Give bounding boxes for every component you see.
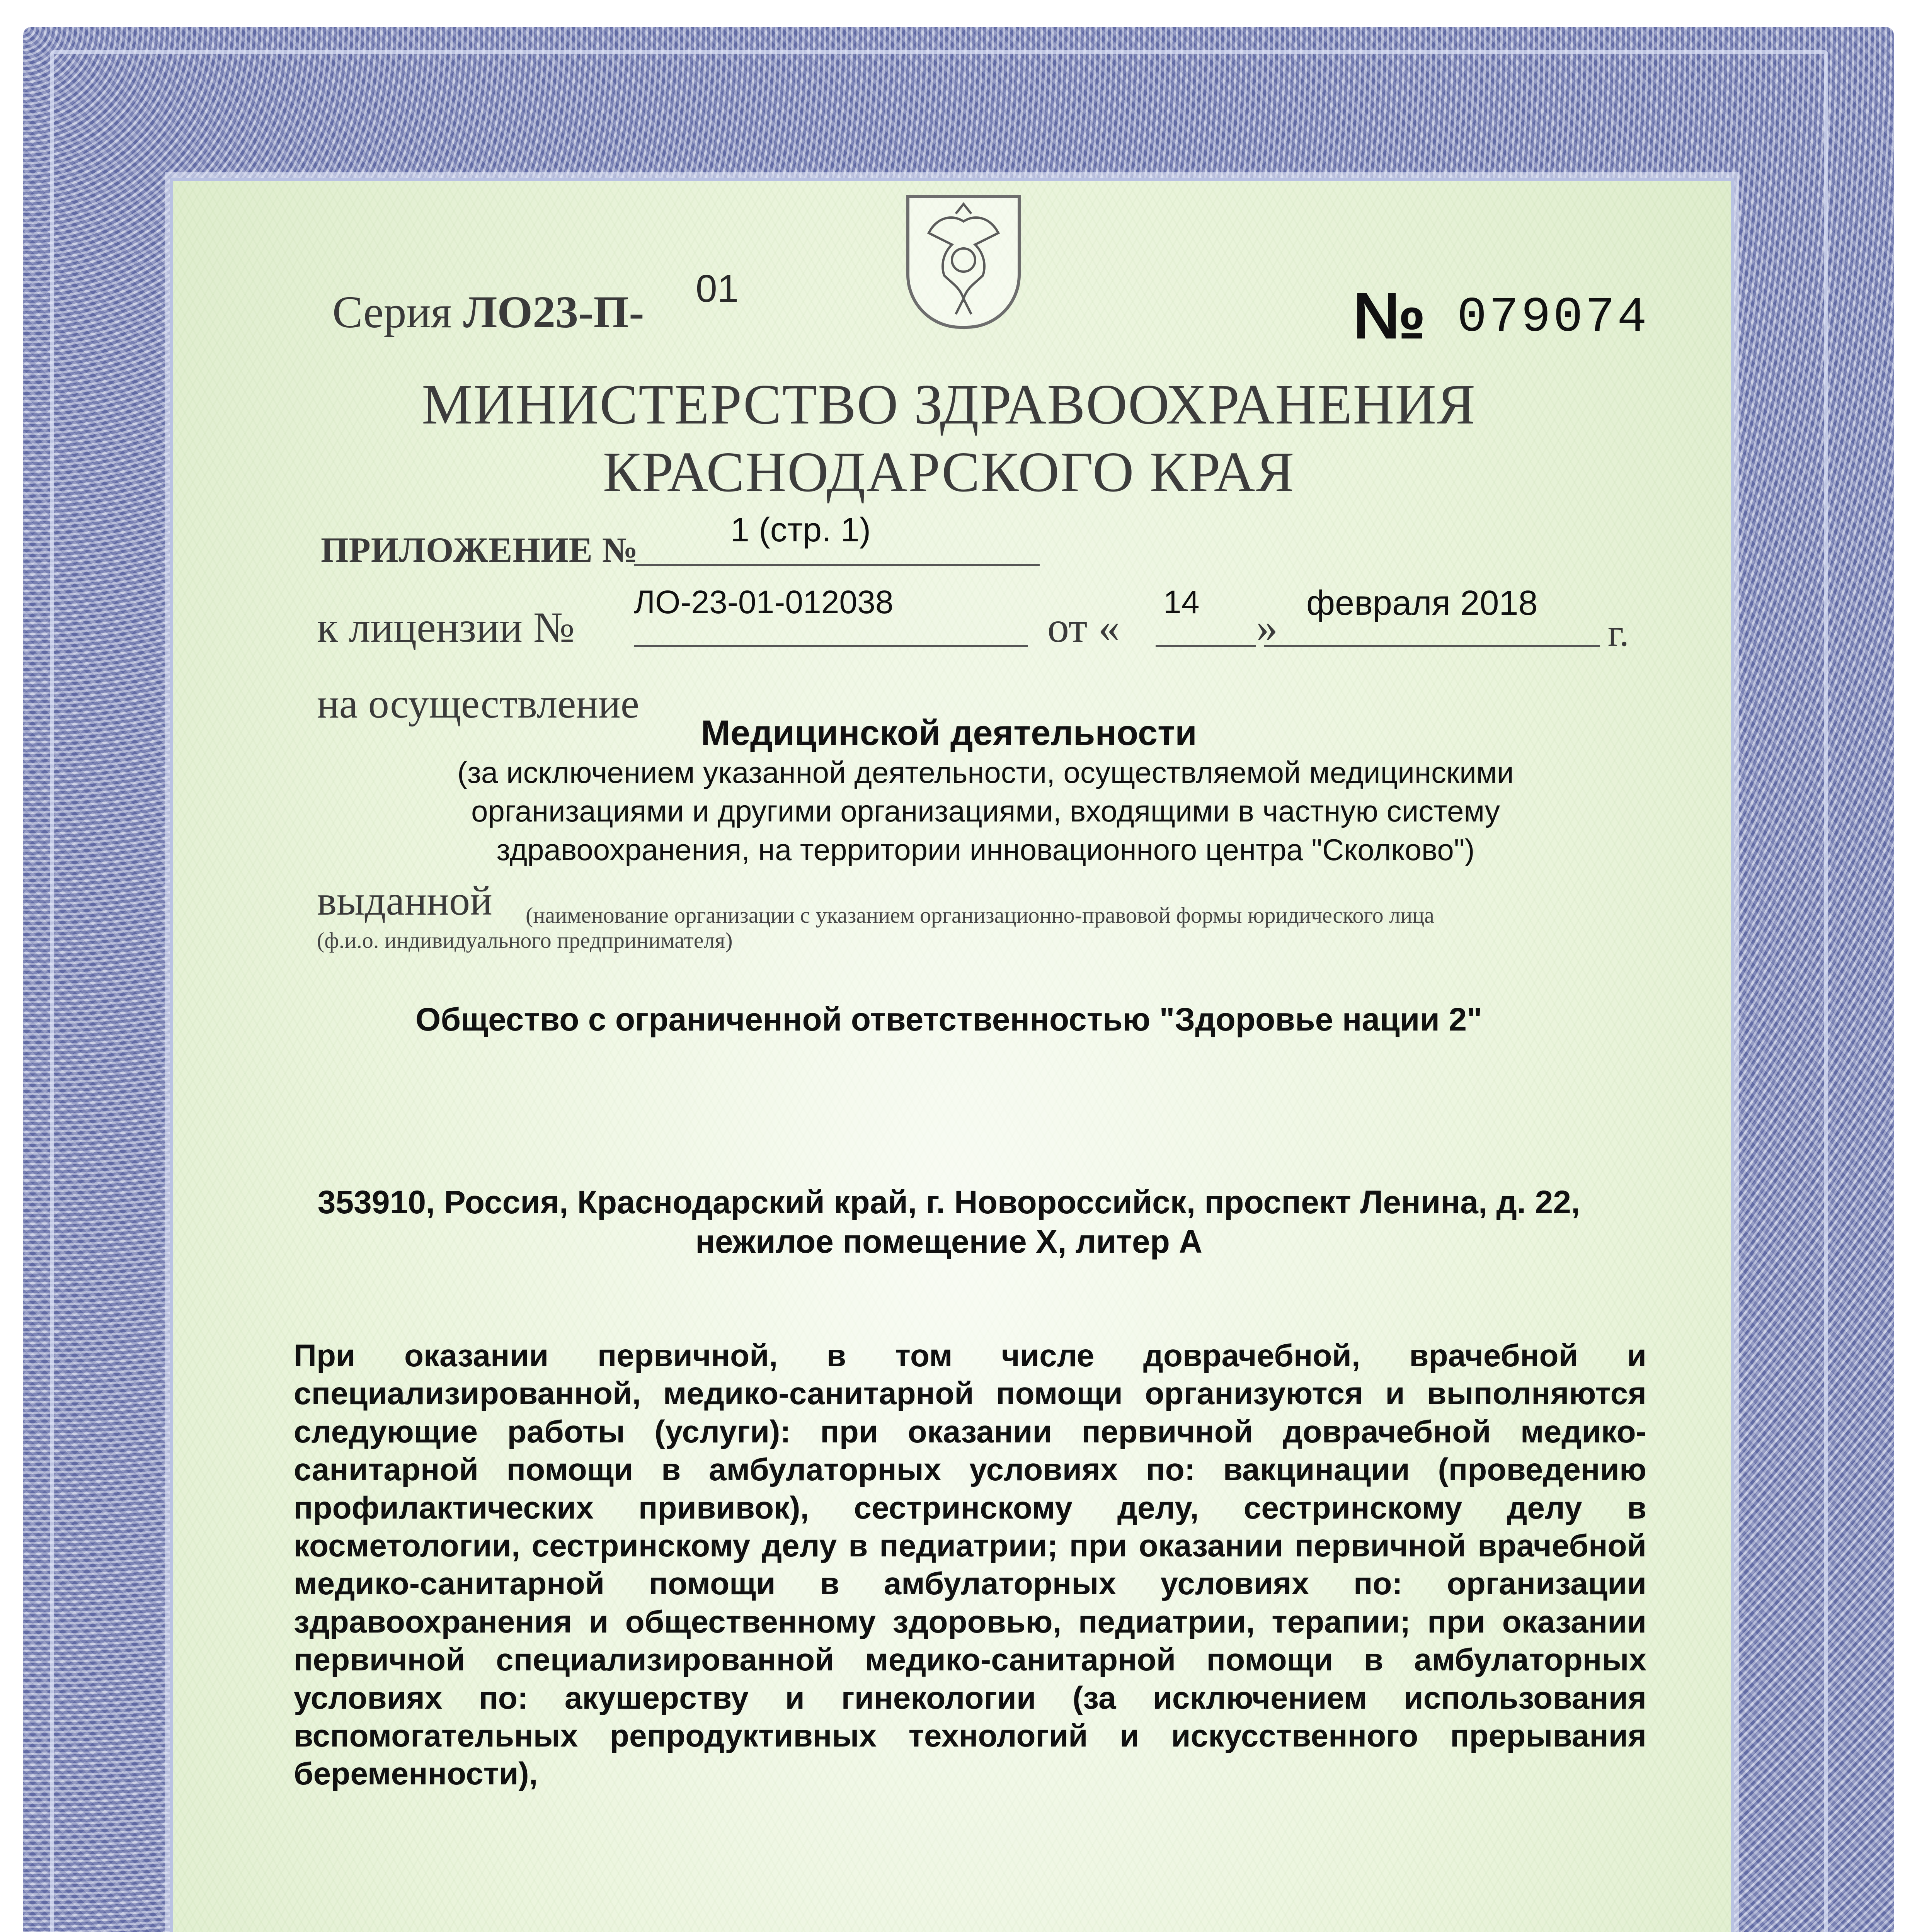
number-sign: №	[1353, 279, 1426, 353]
date-day: 14	[1163, 584, 1200, 620]
year-suffix: г.	[1608, 611, 1629, 654]
series-code: ЛО23-П-	[463, 287, 644, 337]
activity-label: на осуществление	[317, 681, 639, 727]
ministry-title	[170, 371, 1728, 506]
appendix-value: 1 (стр. 1)	[730, 510, 871, 549]
activity-title: Медицинской деятельности	[701, 713, 1197, 753]
license-number: ЛО-23-01-012038	[634, 584, 894, 620]
series-number: 01	[696, 267, 739, 310]
appendix-label: ПРИЛОЖЕНИЕ №	[321, 530, 638, 570]
series-word: Серия	[332, 287, 452, 337]
issued-hint-entrepreneur: (ф.и.о. индивидуального предпринимателя)	[317, 928, 733, 953]
license-label: к лицензии №	[317, 604, 575, 651]
ministry-line-2: КРАСНОДАРСКОГО КРАЯ	[603, 440, 1295, 504]
series-label	[332, 286, 644, 338]
appendix-underline	[634, 564, 1040, 566]
activity-note-line: (за исключением указанной деятельности, осуществляемой медицинскими	[457, 755, 1514, 789]
month-underline	[1264, 645, 1600, 647]
services-list: При оказании первичной, в том числе доврачебной, врачебной и специализированной, медико-санитарной помощи организуются и выполняются следующие работы (услуги): при оказании первичной доврачебной медико-санитарной помощи в амбулаторных условиях по: вакцинации (проведению профилактических прививок), сестринскому делу, сестринскому делу в косметологии, сестринскому делу в педиатрии; при оказании первичной врачебной медико-санитарной помощи в амбулаторных условиях по: организации здравоохранения и общественному здоровью, педиатрии, терапии; при оказании первичной специализированной медико-санитарной помощи в амбулаторных условиях по: акушерству и гинекологии (за исключением использования вспомогательных репродуктивных технологий и искусственного прерывания беременности),	[294, 1338, 1646, 1792]
activity-note-line: здравоохранения, на территории инновационного центра "Сколково")	[496, 832, 1475, 867]
date-month-year: февраля 2018	[1306, 584, 1538, 622]
organization-name: Общество с ограниченной ответственностью "Здоровье нации 2"	[415, 1001, 1482, 1037]
license-underline	[634, 645, 1028, 647]
coat-of-arms-icon	[906, 195, 1021, 329]
blank-number: 079074	[1457, 290, 1649, 346]
date-from-label: от «	[1047, 604, 1120, 651]
ministry-line-1: МИНИСТЕРСТВО ЗДРАВООХРАНЕНИЯ	[422, 373, 1476, 436]
issued-label: выданной	[317, 878, 492, 924]
date-day-close: »	[1256, 604, 1278, 651]
activity-note-line: организациями и другими организациями, входящими в частную систему	[471, 794, 1500, 828]
activity-note	[386, 753, 1585, 869]
day-underline	[1156, 645, 1256, 647]
address-line-2: нежилое помещение X, литер А	[695, 1223, 1202, 1260]
address-line-1: 353910, Россия, Краснодарский край, г. Новороссийск, проспект Ленина, д. 22,	[317, 1184, 1580, 1220]
issued-hint-organization: (наименование организации с указанием организационно-правовой формы юридического лица	[526, 903, 1434, 928]
organization-address	[170, 1182, 1728, 1262]
